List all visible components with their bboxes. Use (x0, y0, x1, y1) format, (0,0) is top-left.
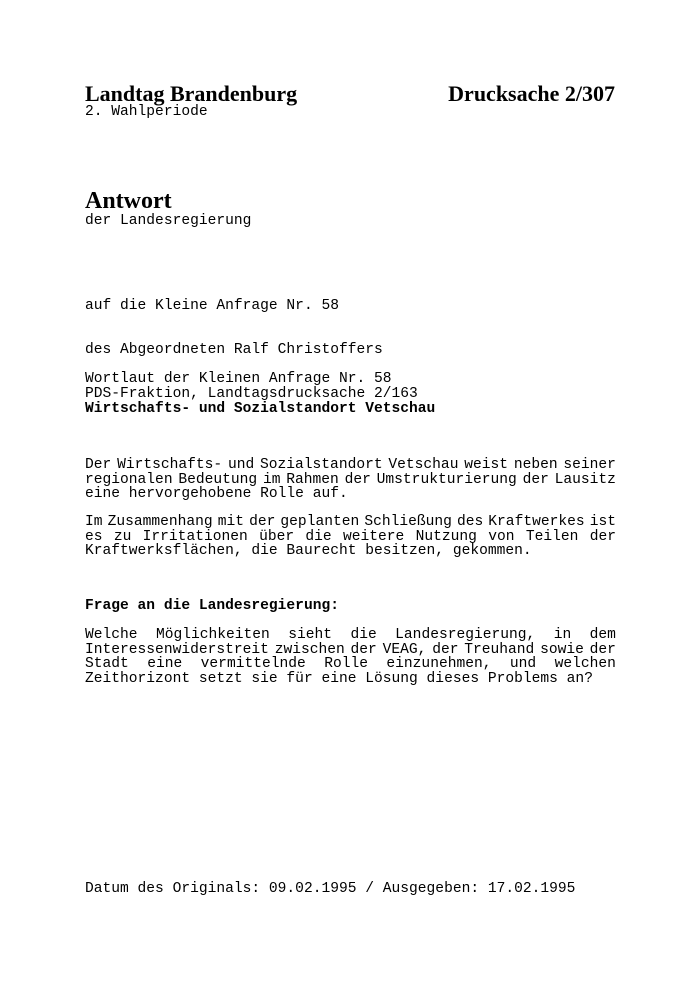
answer-title: Antwort (85, 188, 172, 214)
word: Landesregierung, (395, 627, 536, 643)
paragraph-line (85, 530, 616, 545)
inquiry-line: auf die Kleine Anfrage Nr. 58 (85, 298, 339, 315)
word: Stadt (85, 656, 129, 673)
answer-subtitle: der Landesregierung (85, 213, 252, 229)
word: der (344, 471, 371, 488)
word: von (488, 528, 515, 545)
word: Irritationen (142, 528, 248, 545)
word: Sozialstandort (260, 457, 383, 473)
word: der (589, 641, 616, 658)
paragraph-two (85, 515, 616, 559)
parliament-title: Landtag Brandenburg (85, 81, 298, 106)
paragraph-line (85, 515, 616, 530)
paragraph-line (85, 487, 616, 502)
word: der (589, 528, 616, 545)
word: und (509, 656, 537, 673)
word: Treuhand (464, 641, 535, 658)
word: der (522, 471, 549, 488)
word: einzunehmen, (386, 656, 492, 673)
word: der (432, 641, 459, 658)
word: zwischen (274, 641, 345, 658)
legislative-period: 2. Wahlperiode (85, 104, 208, 120)
word: Kraftwerksflächen, die Baurecht besitzen, gekommen. (85, 543, 532, 560)
word: im (262, 471, 281, 488)
word: Wirtschafts- (117, 457, 223, 473)
word: die (305, 528, 332, 545)
paragraph-line (85, 672, 616, 687)
word: seiner (563, 457, 616, 473)
paragraph-line (85, 643, 616, 658)
word: des (456, 514, 484, 530)
inquiry-reference (85, 270, 418, 416)
word: es (85, 528, 103, 545)
word: Zeithorizont setzt sie für eine Lösung dieses Problems an? (85, 670, 593, 687)
word: weist (464, 457, 509, 473)
word: Rahmen (286, 471, 339, 488)
inquiry-subject: Wirtschafts- und Sozialstandort Vetschau (85, 401, 436, 417)
word: vermittelnde (200, 656, 306, 673)
paragraph-line (85, 458, 616, 473)
paragraph-line (85, 657, 616, 672)
word: Welche (85, 627, 138, 643)
word: Schließung (364, 514, 452, 530)
word: neben (513, 457, 558, 473)
word: der (350, 641, 377, 658)
word: Vetschau (388, 457, 459, 473)
word: Nutzung (415, 528, 477, 545)
word: sowie (540, 641, 584, 658)
word: dem (589, 627, 616, 643)
paragraph-line (85, 544, 616, 559)
word: weitere (343, 528, 405, 545)
word: Im (85, 514, 103, 530)
word: eine (147, 656, 183, 673)
word: Interessenwiderstreit (85, 641, 269, 658)
word: VEAG, (382, 641, 427, 658)
word: der (249, 514, 276, 530)
word: Der (85, 457, 112, 473)
word: in (553, 627, 572, 643)
word: mit (217, 514, 245, 530)
paragraph-line (85, 473, 616, 488)
wording-intro: Wortlaut der Kleinen Anfrage Nr. 58 (85, 371, 392, 387)
word: Teilen (525, 528, 579, 545)
word: sieht (288, 627, 333, 643)
word: ist (589, 514, 616, 530)
inquiry-line: PDS-Fraktion, Landtagsdrucksache 2/163 (85, 385, 418, 402)
word: Bedeutung (178, 471, 258, 488)
paragraph-one (85, 458, 616, 502)
word: regionalen (85, 471, 173, 488)
word: Lausitz (554, 471, 616, 488)
word: Kraftwerkes (488, 514, 585, 530)
question-text (85, 628, 616, 686)
word: eine hervorgehobene Rolle auf. (85, 486, 348, 503)
word: die (350, 627, 377, 643)
question-heading: Frage an die Landesregierung: (85, 598, 339, 614)
word: über (259, 528, 295, 545)
word: Zusammenhang (107, 514, 213, 530)
paragraph-line (85, 628, 616, 643)
inquiry-line: des Abgeordneten Ralf Christoffers (85, 341, 383, 358)
word: welchen (554, 656, 616, 673)
word: und (227, 457, 255, 473)
document-number: Drucksache 2/307 (448, 81, 615, 106)
word: geplanten (280, 514, 360, 530)
word: Rolle (324, 656, 368, 673)
word: zu (113, 528, 132, 545)
word: Umstrukturierung (376, 471, 517, 488)
footer-date-line: Datum des Originals: 09.02.1995 / Ausgegeben: 17.02.1995 (85, 881, 576, 897)
word: Möglichkeiten (155, 627, 270, 643)
